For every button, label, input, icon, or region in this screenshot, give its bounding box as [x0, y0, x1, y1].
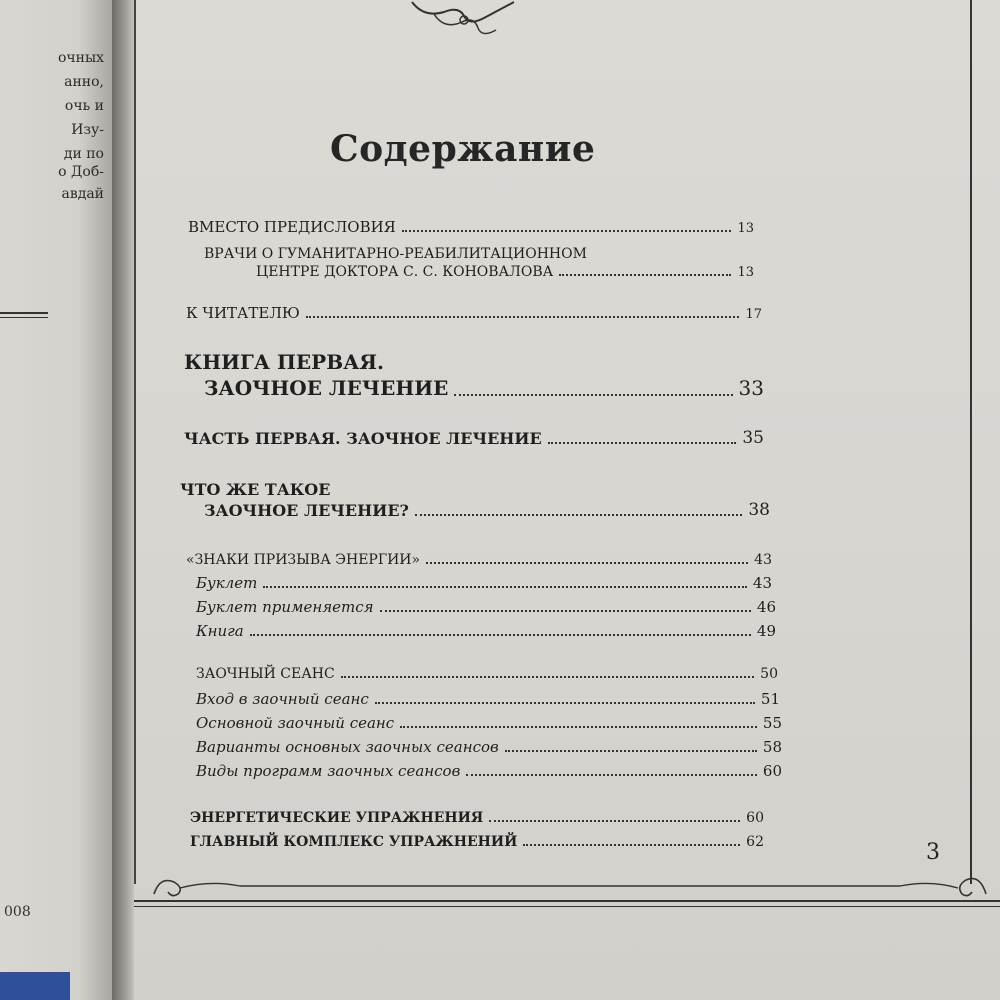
- text-fragment: очь и: [64, 98, 104, 114]
- toc-entry-label: Буклет применяется: [196, 598, 374, 616]
- leader-dots: [341, 676, 754, 678]
- toc-page-number: 13: [737, 265, 754, 280]
- toc-entry: [204, 500, 770, 520]
- text-fragment: о Доб-: [58, 164, 104, 180]
- toc-page-number: 51: [760, 690, 780, 708]
- toc-page-number: 17: [745, 307, 762, 322]
- leader-dots: [263, 586, 747, 588]
- toc-entry: [186, 304, 762, 322]
- toc-page-number: 60: [746, 810, 764, 826]
- toc-entry-label: К ЧИТАТЕЛЮ: [186, 304, 300, 322]
- footer-text: 008: [4, 904, 31, 920]
- previous-page: [0, 0, 112, 1000]
- leader-dots: [380, 610, 751, 612]
- text-fragment: авдай: [61, 186, 104, 202]
- toc-entry: [196, 762, 782, 780]
- leader-dots: [466, 774, 757, 776]
- toc-entry: [196, 738, 782, 756]
- toc-entry: [196, 714, 782, 732]
- toc-page-number: 46: [756, 598, 776, 616]
- leader-dots: [489, 820, 740, 822]
- toc-entry: [190, 834, 764, 850]
- toc-entry: [196, 598, 776, 616]
- toc-entry-label: ВМЕСТО ПРЕДИСЛОВИЯ: [188, 218, 396, 236]
- leader-dots: [548, 442, 737, 444]
- toc-page-number: 43: [752, 574, 772, 592]
- toc-page-number: 58: [762, 738, 782, 756]
- book-cover-edge: [0, 972, 70, 1000]
- toc-entry-label: ЧАСТЬ ПЕРВАЯ. ЗАОЧНОЕ ЛЕЧЕНИЕ: [184, 429, 542, 448]
- leader-dots: [375, 702, 755, 704]
- toc-entry: [196, 574, 772, 592]
- toc-entry: [256, 264, 754, 280]
- leader-dots: [523, 844, 740, 846]
- toc-entry-label: Буклет: [196, 574, 258, 592]
- toc-entry-label: Вход в заочный сеанс: [196, 690, 369, 708]
- leader-dots: [426, 562, 748, 564]
- toc-page-number: 13: [737, 221, 754, 236]
- toc-entry: [196, 666, 778, 682]
- toc-entry-label: ЗАОЧНЫЙ СЕАНС: [196, 666, 335, 682]
- text-fragment: анно,: [64, 74, 104, 90]
- toc-entry: [190, 810, 764, 826]
- toc-page-number: 55: [762, 714, 782, 732]
- toc-entry-label: Виды программ заочных сеансов: [196, 762, 461, 780]
- text-fragment: ди по: [63, 146, 104, 162]
- toc-page-number: 33: [738, 376, 764, 400]
- leader-dots: [505, 750, 757, 752]
- text-fragment: Изу-: [71, 122, 104, 138]
- toc-entry-label: Основной заочный сеанс: [196, 714, 395, 732]
- page-number: 3: [926, 840, 940, 865]
- toc-entry: [196, 690, 780, 708]
- toc-entry-label-line1: КНИГА ПЕРВАЯ.: [184, 350, 385, 374]
- bottom-flourish-icon: [150, 866, 990, 900]
- toc-entry: [188, 218, 754, 236]
- toc-entry-label: Варианты основных заочных сеансов: [196, 738, 499, 756]
- toc-page-number: 60: [762, 762, 782, 780]
- leader-dots: [454, 394, 732, 396]
- toc-entry-label: ГЛАВНЫЙ КОМПЛЕКС УПРАЖНЕНИЙ: [190, 834, 518, 850]
- toc-entry: [186, 552, 772, 568]
- toc-entry-label-line1: ВРАЧИ О ГУМАНИТАРНО-РЕАБИЛИТАЦИОННОМ: [204, 246, 587, 262]
- text-fragment: очных: [57, 50, 104, 66]
- toc-entry-label: ЭНЕРГЕТИЧЕСКИЕ УПРАЖНЕНИЯ: [190, 810, 484, 826]
- bottom-divider: [134, 900, 1000, 907]
- leader-dots: [306, 316, 740, 318]
- toc-entry: [196, 622, 776, 640]
- toc-page-number: 49: [756, 622, 776, 640]
- leader-dots: [250, 634, 751, 636]
- page-title: Содержание: [330, 128, 596, 170]
- leader-dots: [400, 726, 757, 728]
- toc-page-number: 35: [742, 428, 764, 448]
- toc-entry-label: «ЗНАКИ ПРИЗЫВА ЭНЕРГИИ»: [186, 552, 421, 568]
- toc-entry-label: Книга: [196, 622, 244, 640]
- toc-entry-label: ЗАОЧНОЕ ЛЕЧЕНИЕ?: [204, 501, 409, 520]
- toc-page-number: 38: [748, 500, 770, 520]
- divider: [0, 312, 48, 318]
- leader-dots: [415, 514, 742, 516]
- toc-entry-label: ЦЕНТРЕ ДОКТОРА С. С. КОНОВАЛОВА: [256, 264, 554, 280]
- leader-dots: [559, 274, 731, 276]
- toc-page-number: 43: [754, 552, 772, 568]
- toc-entry: [184, 428, 764, 448]
- toc-entry-label-line1: ЧТО ЖЕ ТАКОЕ: [180, 480, 331, 499]
- flourish-ornament-icon: [404, 0, 524, 44]
- toc-page-number: 50: [760, 666, 778, 682]
- leader-dots: [402, 230, 732, 232]
- toc-entry-label: ЗАОЧНОЕ ЛЕЧЕНИЕ: [204, 376, 449, 400]
- toc-entry: [204, 376, 764, 400]
- toc-page-number: 62: [746, 834, 764, 850]
